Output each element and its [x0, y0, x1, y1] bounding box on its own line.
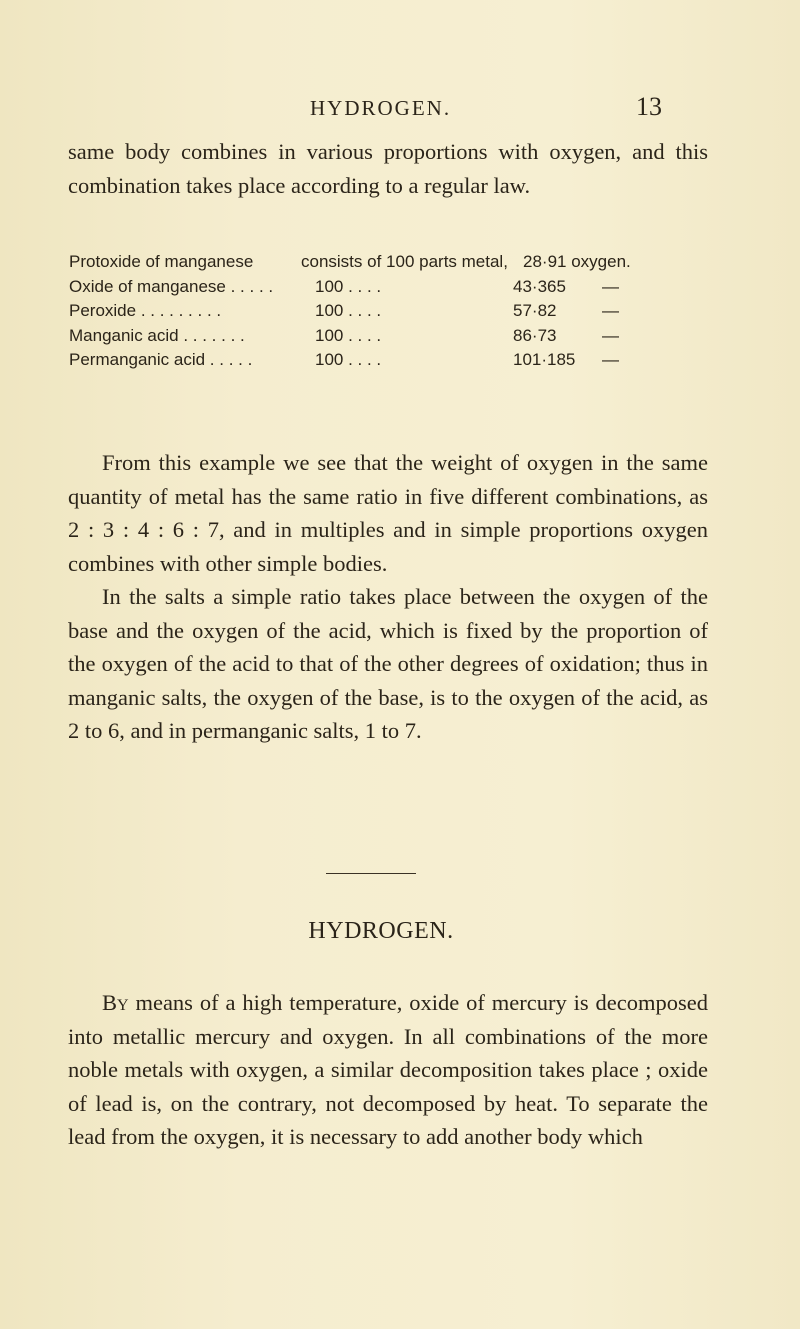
- hydrogen-paragraph-text: means of a high temperature, oxide of mercury is decomposed into metallic mercury and oxygen. In all combinations of the more noble metals with oxygen, a similar decomposition takes place ; oxide of lead is, on the contrary, not decomposed by heat. To separate the lead from the oxygen, it is necessary to add another body which: [68, 990, 708, 1149]
- row-ditto: —: [602, 325, 619, 345]
- intro-paragraph: [68, 135, 708, 202]
- row-name: Protoxide of manganese: [69, 252, 254, 271]
- paragraph-ratio: From this example we see that the weight of oxygen in the same quantity of metal has the same ratio in five different combinations, as 2 : 3 : 4 : 6 : 7, and in multiples and in simple proportions oxygen combines with other simple bodies.: [68, 450, 708, 576]
- table-row: [69, 326, 709, 351]
- table-row: [69, 252, 709, 277]
- main-text: [68, 446, 708, 748]
- row-metal: 100 . . . .: [315, 301, 382, 320]
- section-divider: [326, 873, 416, 874]
- table-row: [69, 350, 709, 375]
- row-name: Oxide of manganese . . . . .: [69, 276, 274, 296]
- hydrogen-section-text: [68, 986, 708, 1154]
- row-oxygen: 86·73: [513, 325, 557, 345]
- row-ditto: —: [602, 350, 619, 369]
- row-oxygen: 28·91 oxygen.: [523, 252, 631, 271]
- running-head: [0, 92, 800, 126]
- hydrogen-paragraph: [68, 986, 708, 1154]
- row-name: Manganic acid . . . . . . .: [69, 325, 245, 345]
- row-oxygen: 43·365: [513, 276, 566, 296]
- manganese-oxides-table: [69, 252, 709, 375]
- row-metal: consists of 100 parts metal,: [301, 252, 508, 271]
- paragraph-salts: In the salts a simple ratio takes place between the oxygen of the base and the oxygen of the acid, which is fixed by the proportion of the oxygen of the acid to that of the other degrees of oxidation; thus in manganic salts, the oxygen of the base, is to the oxygen of the acid, as 2 to 6, and in permanganic salts, 1 to 7.: [68, 584, 708, 743]
- intro-text: same body combines in various proportions with oxygen, and this combination takes place according to a regular law.: [68, 139, 708, 198]
- section-title: HYDROGEN.: [308, 918, 454, 944]
- row-oxygen: 57·82: [513, 301, 557, 320]
- table-row: [69, 277, 709, 302]
- row-metal: 100 . . . .: [315, 276, 382, 296]
- row-ditto: —: [602, 301, 619, 320]
- running-title: HYDROGEN.: [310, 96, 452, 120]
- row-metal: 100 . . . .: [315, 325, 382, 345]
- row-name: Permanganic acid . . . . .: [69, 350, 253, 369]
- page-number: 13: [636, 92, 662, 121]
- table-row: [69, 301, 709, 326]
- row-oxygen: 101·185: [513, 350, 576, 369]
- row-name: Peroxide . . . . . . . . .: [69, 301, 222, 320]
- row-metal: 100 . . . .: [315, 350, 382, 369]
- row-ditto: —: [602, 276, 619, 296]
- lead-word: By: [102, 990, 129, 1015]
